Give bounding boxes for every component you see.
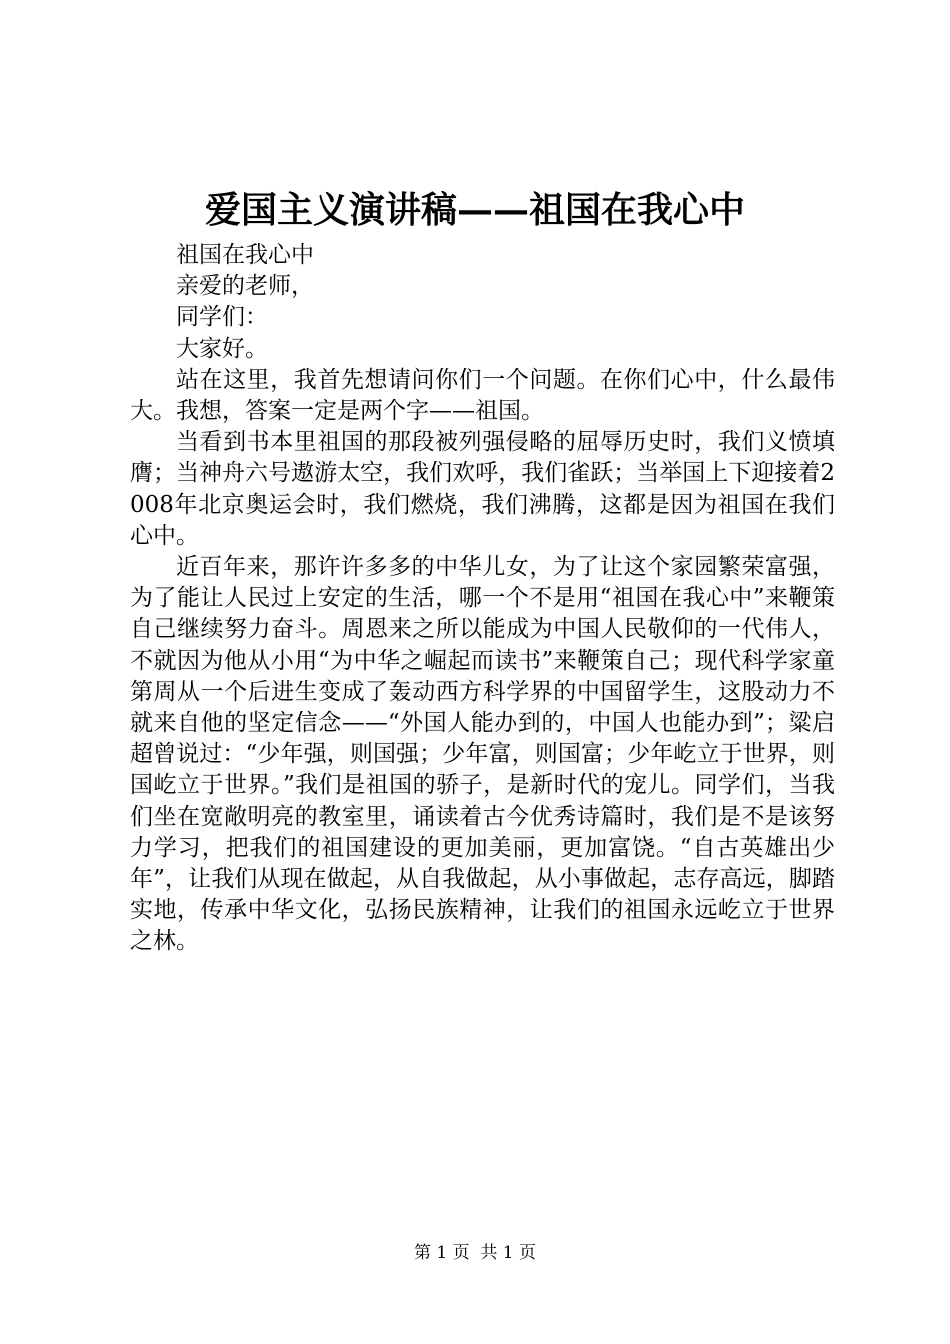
document-title: 爱国主义演讲稿——祖国在我心中 bbox=[204, 189, 745, 231]
paragraph-history: 当看到书本里祖国的那段被列强侵略的屈辱历史时，我们义愤填膺；当神舟六号遨游太空，我们欢呼，我们雀跃；当举国上下迎接着2008年北京奥运会时，我们燃烧，我们沸腾，这都是因为祖国在我们心中。 bbox=[130, 429, 835, 549]
paragraph-question: 站在这里，我首先想请问你们一个问题。在你们心中，什么最伟大。我想，答案一定是两个字——祖国。 bbox=[130, 366, 835, 425]
page-footer: 第 1 页 共 1 页 bbox=[413, 1243, 537, 1263]
paragraph-heading-repeat: 祖国在我心中 bbox=[176, 242, 314, 268]
paragraph-main-body: 近百年来，那许许多多的中华儿女，为了让这个家园繁荣富强，为了能让人民过上安定的生活，哪一个不是用“祖国在我心中”来鞭策自己继续努力奋斗。周恩来之所以能成为中国人民敬仰的一代伟人，不就因为他从小用“为中华之崛起而读书”来鞭策自己；现代科学家童第周从一个后进生变成了轰动西方科学界的中国留学生，这股动力不就来自他的坚定信念——“外国人能办到的，中国人也能办到”；粱启超曾说过：“少年强，则国强；少年富，则国富；少年屹立于世界，则国屹立于世界。”我们是祖国的骄子，是新时代的宠儿。同学们，当我们坐在宽敞明亮的教室里，诵读着古今优秀诗篇时，我们是不是该努力学习，把我们的祖国建设的更加美丽，更加富饶。“自古英雄出少年”，让我们从现在做起，从自我做起，从小事做起，志存高远，脚踏实地，传承中华文化，弘扬民族精神，让我们的祖国永远屹立于世界之林。 bbox=[130, 554, 835, 955]
paragraph-salutation-students: 同学们： bbox=[176, 304, 268, 331]
document-body bbox=[130, 240, 835, 958]
paragraph-salutation-teachers: 亲爱的老师， bbox=[176, 273, 314, 300]
paragraph-greeting: 大家好。 bbox=[176, 335, 268, 362]
